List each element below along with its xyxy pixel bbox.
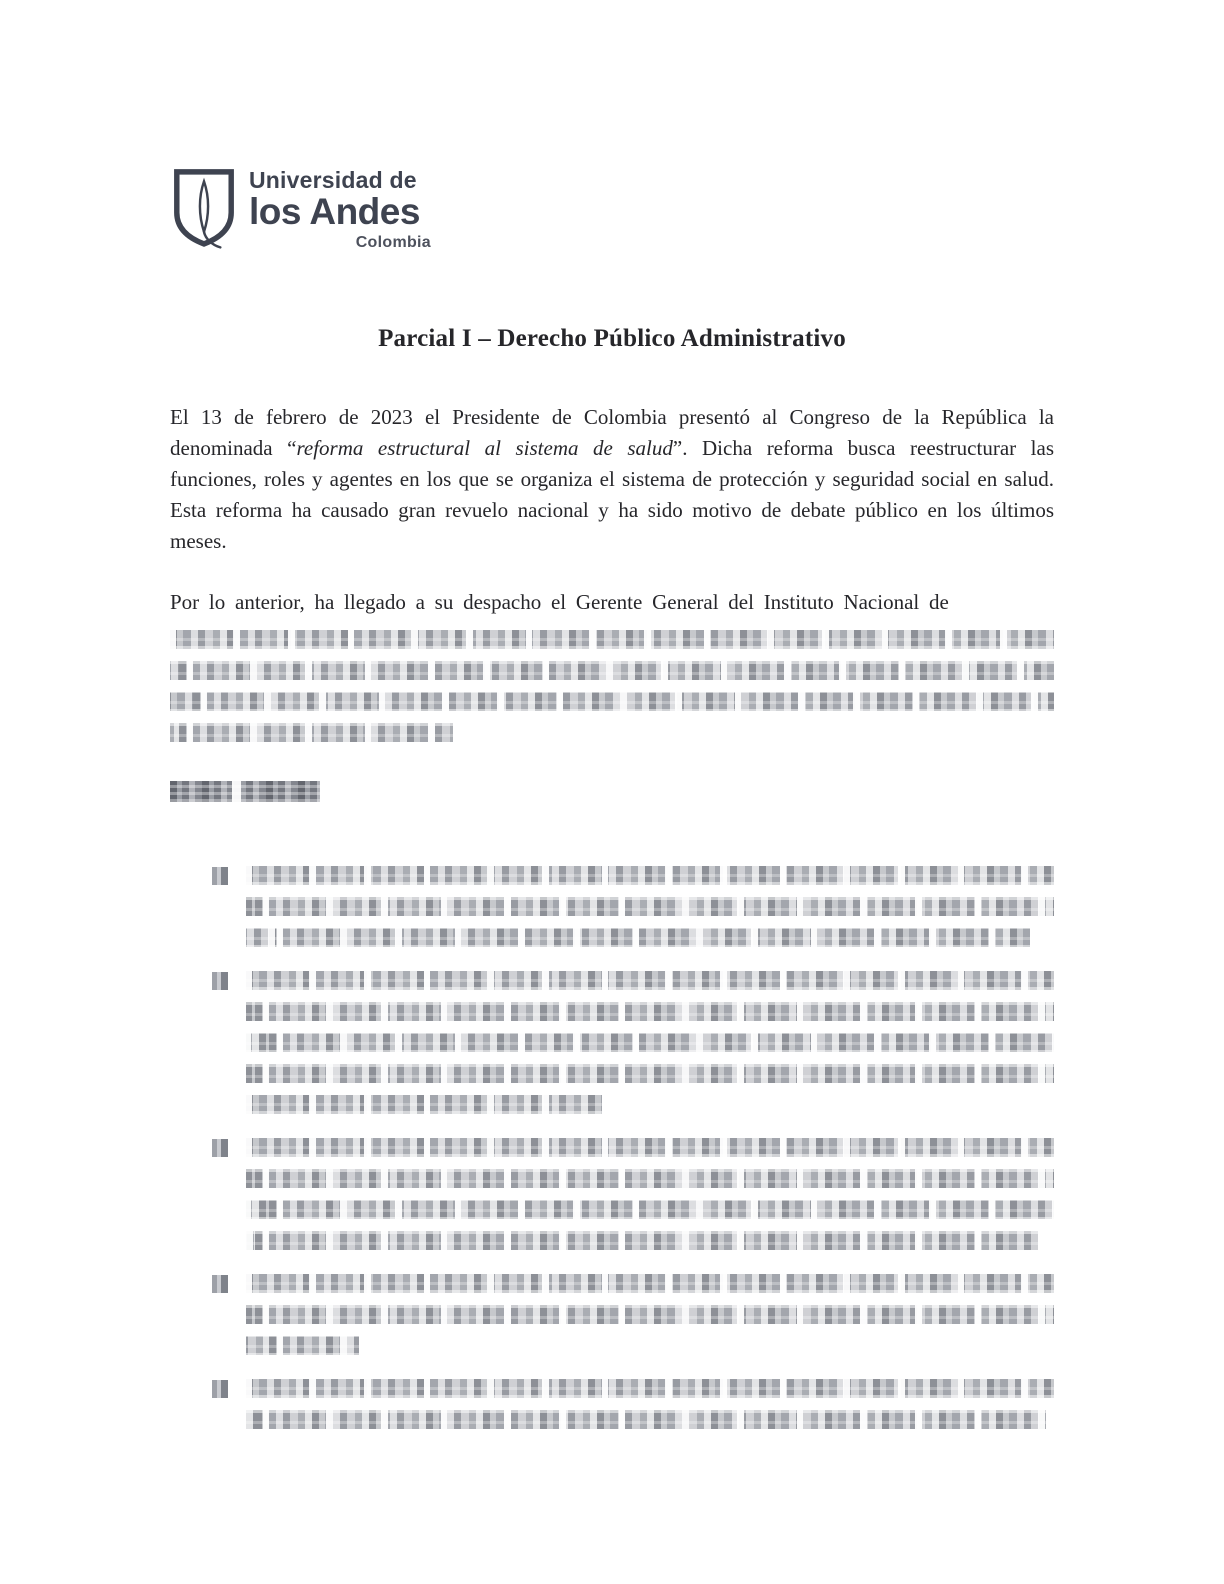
redacted-text-line xyxy=(246,1138,1054,1157)
document-title: Parcial I – Derecho Público Administrativo xyxy=(378,325,846,352)
redacted-text-line xyxy=(170,723,453,742)
redacted-text-line xyxy=(246,1274,1054,1293)
question-2-redacted-lines xyxy=(246,971,1054,1114)
redacted-text-line xyxy=(246,1379,1054,1398)
logo-text-colombia: Colombia xyxy=(355,234,431,252)
redacted-text-line xyxy=(170,661,1054,680)
redacted-text-line xyxy=(246,1064,1054,1083)
logo-text-block xyxy=(249,165,431,252)
question-item-3 xyxy=(212,1138,1054,1250)
second-paragraph xyxy=(170,587,1054,742)
redacted-text-line xyxy=(246,1336,359,1355)
redacted-text-line xyxy=(170,630,1054,649)
redacted-item-number-1 xyxy=(212,867,228,885)
redacted-text-line xyxy=(246,1200,1054,1219)
question-list xyxy=(170,866,1054,1429)
question-1-redacted-lines xyxy=(246,866,1054,947)
redacted-text-line xyxy=(246,1033,1054,1052)
logo-text-universidad-de: Universidad de xyxy=(249,167,417,193)
redacted-text-line xyxy=(246,1169,1054,1188)
intro-text-italic: reforma estructural al sistema de salud xyxy=(296,436,673,460)
logo-text-los-andes: los Andes xyxy=(249,191,420,233)
redacted-item-number-5 xyxy=(212,1380,228,1398)
uniandes-shield-icon xyxy=(170,165,238,259)
intro-text-after-italic: ”. Dicha reforma busca reestructurar las funciones, roles y agentes en los que se organiza el sistema de protección y seguridad social en salud. Esta reforma ha causado gran revuelo nacional y ha sido motivo de debate público en los últimos meses. xyxy=(170,436,1054,553)
redacted-item-number-3 xyxy=(212,1139,228,1157)
redacted-item-number-4 xyxy=(212,1275,228,1293)
intro-text-before-italic: El 13 de febrero de 2023 el Presidente de Colombia presentó al Congreso de la República la denominada “ xyxy=(170,405,1054,460)
intro-paragraph xyxy=(170,402,1054,557)
second-paragraph-first-line: Por lo anterior, ha llegado a su despacho el Gerente General del Instituto Nacional de xyxy=(170,590,949,614)
question-5-redacted-lines xyxy=(246,1379,1054,1429)
question-item-5 xyxy=(212,1379,1054,1429)
redacted-text-line xyxy=(246,1305,1054,1324)
question-item-4 xyxy=(212,1274,1054,1355)
redacted-text-line xyxy=(246,1002,1054,1021)
question-item-1 xyxy=(212,866,1054,947)
redacted-text-line xyxy=(246,1095,602,1114)
university-logo xyxy=(170,165,1054,267)
redacted-section-heading xyxy=(170,781,320,802)
question-4-redacted-lines xyxy=(246,1274,1054,1355)
redacted-text-line xyxy=(246,971,1054,990)
redacted-text-line xyxy=(246,897,1054,916)
question-3-redacted-lines xyxy=(246,1138,1054,1250)
redacted-text-line xyxy=(246,1231,1038,1250)
redacted-text-line xyxy=(246,1410,1046,1429)
redacted-text-line xyxy=(246,866,1054,885)
question-item-2 xyxy=(212,971,1054,1114)
redacted-item-number-2 xyxy=(212,972,228,990)
second-paragraph-redacted-lines xyxy=(170,630,1054,742)
redacted-text-line xyxy=(246,928,1030,947)
redacted-text-line xyxy=(170,692,1054,711)
